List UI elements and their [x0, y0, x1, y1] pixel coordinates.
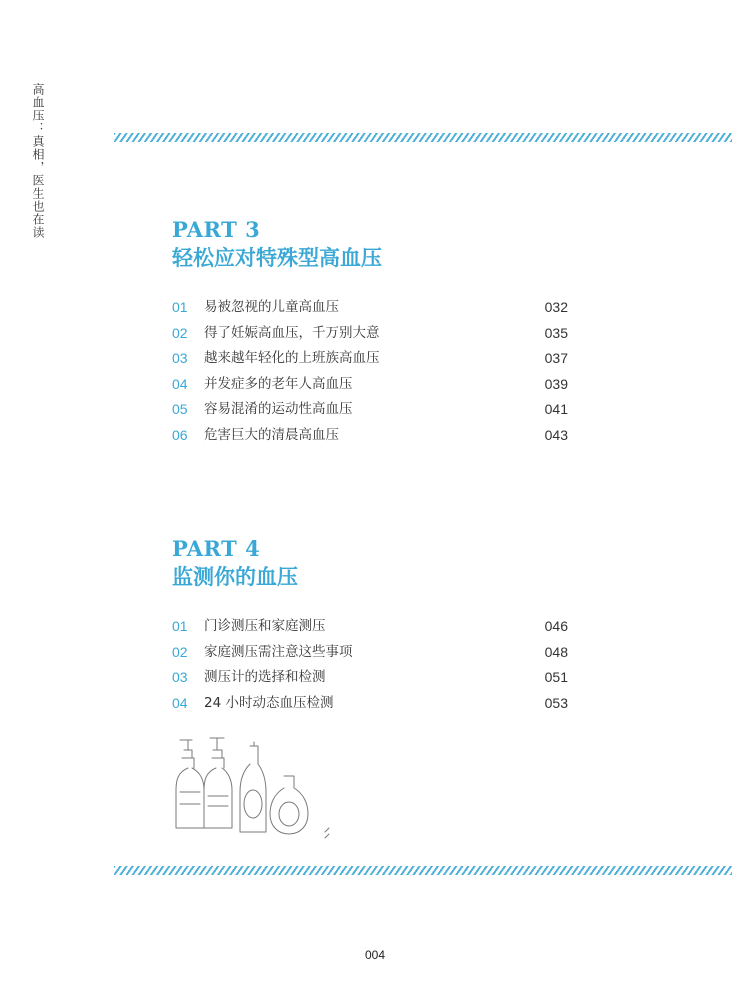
toc-number: 03 — [172, 669, 188, 685]
toc-page: 043 — [544, 426, 568, 443]
toc-entry[interactable] — [172, 617, 568, 643]
toc-number: 06 — [172, 426, 188, 443]
toc-number: 02 — [172, 324, 188, 341]
part-4-heading — [172, 537, 298, 591]
bottles-sketch-illustration — [170, 732, 340, 852]
toc-page: 046 — [544, 618, 568, 634]
toc-page: 051 — [544, 669, 568, 685]
part-title: 轻松应对特殊型高血压 — [172, 245, 382, 270]
toc-page: 053 — [544, 694, 568, 711]
part-title: 监测你的血压 — [172, 564, 298, 589]
toc-page: 032 — [544, 299, 568, 315]
toc-entry[interactable] — [172, 426, 568, 452]
toc-title: 易被忽视的儿童高血压 — [204, 299, 339, 315]
decorative-stripe-bottom — [114, 866, 732, 875]
toc-number: 04 — [172, 375, 188, 392]
toc-entry[interactable] — [172, 668, 568, 694]
toc-title: 24 小时动态血压检测 — [204, 694, 334, 711]
part-label: PART 4 — [172, 536, 261, 561]
toc-page: 037 — [544, 350, 568, 366]
toc-title: 门诊测压和家庭测压 — [204, 618, 326, 634]
toc-page: 041 — [544, 401, 568, 417]
decorative-stripe-top — [114, 133, 732, 142]
toc-number: 01 — [172, 618, 188, 634]
toc-entry[interactable] — [172, 349, 568, 375]
toc-number: 01 — [172, 299, 188, 315]
part-3-heading — [172, 218, 382, 272]
toc-number: 05 — [172, 401, 188, 417]
page-number: 004 — [364, 948, 386, 962]
toc-number: 02 — [172, 643, 188, 660]
toc-page: 048 — [544, 643, 568, 660]
toc-number: 04 — [172, 694, 188, 711]
toc-page: 039 — [544, 375, 568, 392]
toc-title: 家庭测压需注意这些事项 — [204, 643, 353, 660]
toc-title: 危害巨大的清晨高血压 — [204, 426, 339, 443]
toc-title: 得了妊娠高血压，千万别大意 — [204, 324, 380, 341]
toc-entry[interactable] — [172, 375, 568, 401]
part-label: PART 3 — [172, 217, 261, 242]
toc-entry[interactable] — [172, 694, 568, 720]
toc-entry[interactable] — [172, 643, 568, 669]
toc-entry[interactable] — [172, 298, 568, 324]
toc-number: 03 — [172, 350, 188, 366]
toc-title: 容易混淆的运动性高血压 — [204, 401, 353, 417]
part-4-toc — [172, 617, 568, 719]
toc-title: 越来越年轻化的上班族高血压 — [204, 350, 380, 366]
running-header-book-title: 高血压：真相，医生也在读 — [31, 83, 45, 239]
toc-entry[interactable] — [172, 324, 568, 350]
part-3-toc — [172, 298, 568, 451]
toc-entry[interactable] — [172, 400, 568, 426]
toc-page: 035 — [544, 324, 568, 341]
toc-title: 测压计的选择和检测 — [204, 669, 326, 685]
toc-title: 并发症多的老年人高血压 — [204, 375, 353, 392]
